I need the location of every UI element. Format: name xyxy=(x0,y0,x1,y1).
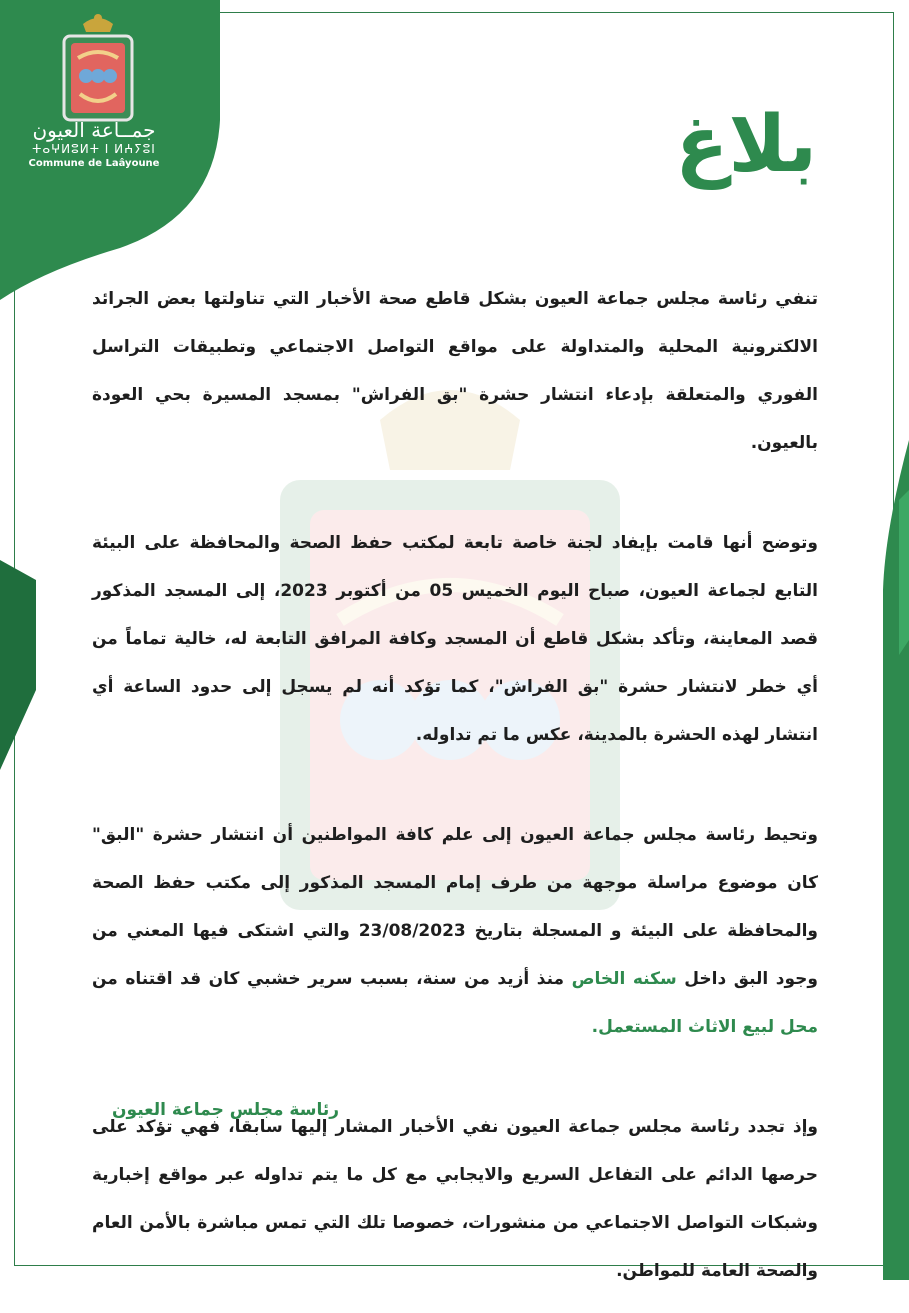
paragraph-4: وإذ تجدد رئاسة مجلس جماعة العيون نفي الأخبار المشار إليها سابقا، فهي تؤكد على حرصها الدائم على التفاعل السريع والايجابي مع كل ما يتم تداوله عبر مواقع إخبارية وشبكات التواصل الاجتماعي من منشورات، خصوصا تلك التي تمس مباشرة بالأمن العام والصحة العامة للمواطن. xyxy=(92,1117,818,1281)
highlight-private-residence: سكنه الخاص xyxy=(571,969,677,989)
logo-french-name: Commune de Laâyoune xyxy=(28,158,160,169)
paragraph-3-part-a: وتحيط رئاسة مجلس جماعة العيون إلى علم كافة المواطنين أن انتشار حشرة "البق" كان موضوع مراسلة موجهة من طرف إمام المسجد المذكور إلى مكتب حفظ الصحة والمحافظة على البيئة و المسجلة بتاريخ 23/08/2023 والتي اشتكى فيها المعني من وجود البق داخل xyxy=(92,825,818,989)
logo-arabic-name: جمــاعة العيون xyxy=(32,118,156,142)
highlight-used-furniture-shop: محل لبيع الاثاث المستعمل. xyxy=(591,1017,818,1037)
logo-tifinagh-name: ⵜⴰⵖⵍⵓⵍⵜ ⵏ ⵍⵄⵢⵓⵏ xyxy=(32,142,156,156)
document-body xyxy=(92,275,818,1313)
paragraph-3-part-b: منذ أزيد من سنة، بسبب سرير خشبي كان قد اقتناه من xyxy=(92,969,572,989)
left-decoration xyxy=(0,560,40,780)
paragraph-2: وتوضح أنها قامت بإيفاد لجنة خاصة تابعة لمكتب حفظ الصحة والمحافظة على البيئة التابع لجماعة العيون، صباح اليوم الخميس 05 من أكتوبر 2023، إلى المسجد المذكور قصد المعاينة، وتأكد بشكل قاطع أن المسجد وكافة المرافق التابعة له، خالية تماماً من أي خطر لانتشار حشرة "بق الفراش"، كما تؤكد أنه لم يسجل إلى حدود الساعة أي انتشار لهذه الحشرة بالمدينة، عكس ما تم تداوله. xyxy=(92,533,818,745)
coat-of-arms-icon xyxy=(38,10,158,125)
right-decoration xyxy=(869,440,909,1280)
signature: رئاسة مجلس جماعة العيون xyxy=(112,1100,339,1120)
paragraph-3 xyxy=(92,811,818,1051)
document-title: بلاغ xyxy=(675,100,817,190)
paragraph-1: تنفي رئاسة مجلس جماعة العيون بشكل قاطع صحة الأخبار التي تناولتها بعض الجرائد الالكترونية المحلية والمتداولة على مواقع التواصل الاجتماعي وتطبيقات التراسل الفوري والمتعلقة بإدعاء انتشار حشرة "بق الفراش" بمسجد المسيرة بحي العودة بالعيون. xyxy=(92,289,818,453)
